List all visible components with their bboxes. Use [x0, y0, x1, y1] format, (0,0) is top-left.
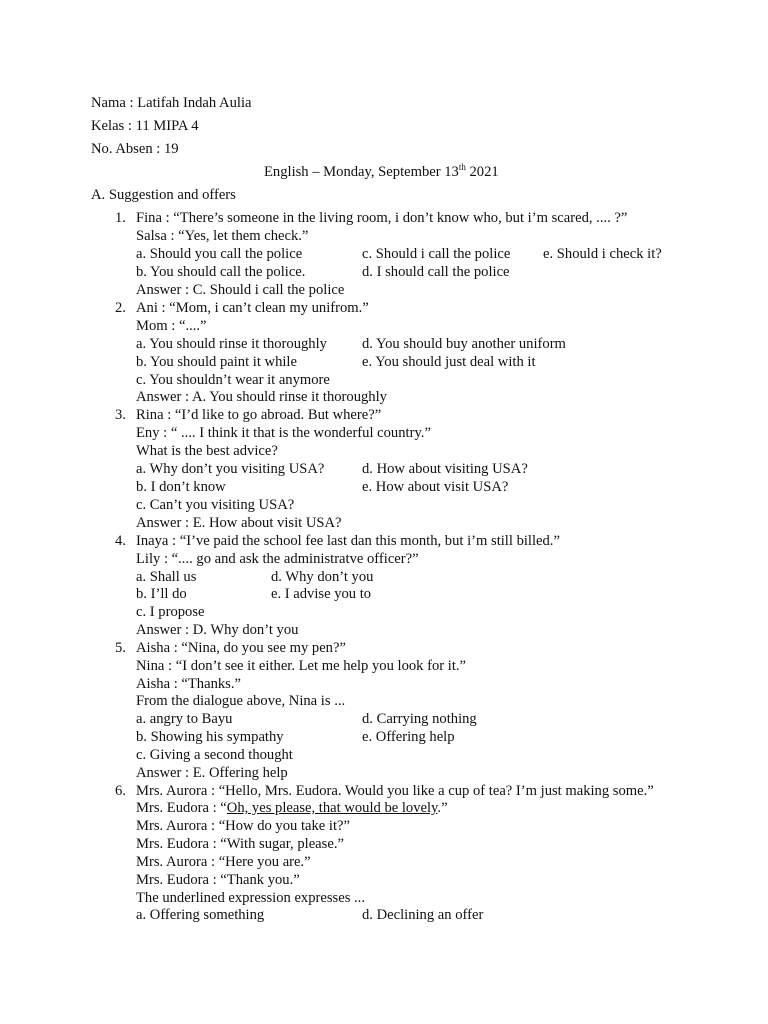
question-number: 2. — [115, 300, 126, 316]
option-d: d. You should buy another uniform — [362, 336, 566, 352]
student-class: Kelas : 11 MIPA 4 — [91, 118, 199, 134]
option-e: e. Should i check it? — [543, 246, 662, 262]
answer-line: Answer : C. Should i call the police — [136, 282, 345, 298]
option-c: c. Giving a second thought — [136, 747, 293, 763]
option-e: e. You should just deal with it — [362, 354, 536, 370]
student-name: Nama : Latifah Indah Aulia — [91, 95, 252, 111]
option-a: a. You should rinse it thoroughly — [136, 336, 327, 352]
underlined-expression: Oh, yes please, that would be lovely — [226, 800, 438, 816]
dialogue-line: Mom : “....” — [136, 318, 207, 334]
question-prompt: From the dialogue above, Nina is ... — [136, 693, 346, 709]
document-title: English – Monday, September 13th 2021 — [264, 162, 499, 180]
option-a: a. Offering something — [136, 907, 265, 923]
option-b: b. I’ll do — [136, 586, 187, 602]
section-heading: A. Suggestion and offers — [91, 187, 236, 203]
option-d: d. How about visiting USA? — [362, 461, 528, 477]
option-b: b. You should paint it while — [136, 354, 297, 370]
option-e: e. I advise you to — [271, 586, 372, 602]
dialogue-line: Mrs. Aurora : “Here you are.” — [136, 854, 311, 870]
question-number: 1. — [115, 210, 126, 226]
option-a: a. angry to Bayu — [136, 711, 233, 727]
option-a: a. Should you call the police — [136, 246, 303, 262]
dialogue-line: Rina : “I’d like to go abroad. But where?” — [136, 407, 382, 423]
student-absen: No. Absen : 19 — [91, 141, 179, 157]
dialogue-line: Eny : “ .... I think it that is the wonderful country.” — [136, 425, 431, 441]
option-d: d. Carrying nothing — [362, 711, 477, 727]
option-c: c. Can’t you visiting USA? — [136, 497, 295, 513]
answer-line: Answer : E. Offering help — [136, 765, 288, 781]
question-number: 4. — [115, 533, 126, 549]
dialogue-line: Mrs. Aurora : “Hello, Mrs. Eudora. Would you like a cup of tea? I’m just making some.” — [136, 783, 654, 799]
dialogue-line: Nina : “I don’t see it either. Let me help you look for it.” — [136, 658, 467, 674]
option-d: d. I should call the police — [362, 264, 510, 280]
option-b: b. You should call the police. — [136, 264, 306, 280]
option-c: c. I propose — [136, 604, 205, 620]
option-c: c. You shouldn’t wear it anymore — [136, 372, 330, 388]
dialogue-line: Aisha : “Thanks.” — [136, 676, 241, 692]
dialogue-line: Mrs. Eudora : “Thank you.” — [136, 872, 300, 888]
question-number: 6. — [115, 783, 126, 799]
option-d: d. Why don’t you — [271, 569, 374, 585]
dialogue-line: Lily : “.... go and ask the administratve officer?” — [136, 551, 419, 567]
option-e: e. Offering help — [362, 729, 455, 745]
dialogue-line: Fina : “There’s someone in the living room, i don’t know who, but i’m scared, .... ?” — [136, 210, 628, 226]
dialogue-line: Inaya : “I’ve paid the school fee last dan this month, but i’m still billed.” — [136, 533, 560, 549]
dialogue-line: Mrs. Aurora : “How do you take it?” — [136, 818, 350, 834]
dialogue-line: Ani : “Mom, i can’t clean my unifrom.” — [136, 300, 369, 316]
option-d: d. Declining an offer — [362, 907, 484, 923]
question-number: 3. — [115, 407, 126, 423]
option-b: b. I don’t know — [136, 479, 226, 495]
dialogue-line: Salsa : “Yes, let them check.” — [136, 228, 309, 244]
option-b: b. Showing his sympathy — [136, 729, 284, 745]
dialogue-line: Mrs. Eudora : “With sugar, please.” — [136, 836, 344, 852]
question-number: 5. — [115, 640, 126, 656]
answer-line: Answer : A. You should rinse it thoroughly — [136, 389, 387, 405]
answer-line: Answer : D. Why don’t you — [136, 622, 299, 638]
question-prompt: The underlined expression expresses ... — [136, 890, 365, 906]
option-c: c. Should i call the police — [362, 246, 511, 262]
answer-line: Answer : E. How about visit USA? — [136, 515, 342, 531]
option-a: a. Why don’t you visiting USA? — [136, 461, 325, 477]
option-e: e. How about visit USA? — [362, 479, 509, 495]
dialogue-line: Aisha : “Nina, do you see my pen?” — [136, 640, 346, 656]
option-a: a. Shall us — [136, 569, 197, 585]
dialogue-line-underlined: Mrs. Eudora : “Oh, yes please, that would be lovely.” — [136, 800, 448, 816]
question-prompt: What is the best advice? — [136, 443, 278, 459]
